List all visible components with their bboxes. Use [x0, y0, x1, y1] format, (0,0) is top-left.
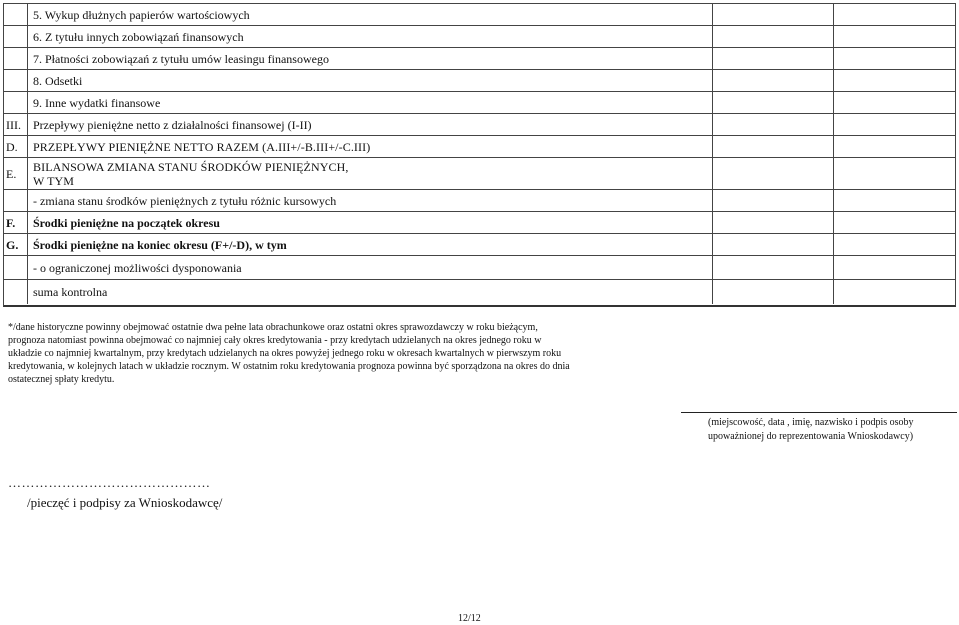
row-label: [4, 190, 28, 211]
cash-flow-table: [3, 3, 956, 307]
value-cell[interactable]: [713, 136, 834, 157]
row-label: E.: [4, 158, 28, 189]
signature-caption-right-line1: (miejscowość, data , imię, nazwisko i podpis osoby: [708, 417, 914, 428]
row-label: D.: [4, 136, 28, 157]
row-text: [28, 158, 713, 189]
row-label: [4, 280, 28, 304]
value-cell[interactable]: [834, 4, 955, 25]
table-row: [4, 4, 955, 26]
row-text-line: BILANSOWA ZMIANA STANU ŚRODKÓW PIENIĘŻNYCH,: [33, 160, 349, 174]
value-cell[interactable]: [834, 158, 955, 189]
value-cell[interactable]: [713, 158, 834, 189]
row-text: PRZEPŁYWY PIENIĘŻNE NETTO RAZEM (A.III+/-B.III+/-C.III): [28, 136, 713, 157]
table-row: [4, 234, 955, 256]
value-cell[interactable]: [713, 26, 834, 47]
value-cell[interactable]: [713, 256, 834, 279]
row-text: 8. Odsetki: [28, 70, 713, 91]
row-text: Przepływy pieniężne netto z działalności finansowej (I-II): [28, 114, 713, 135]
row-text: 7. Płatności zobowiązań z tytułu umów leasingu finansowego: [28, 48, 713, 69]
row-label: III.: [4, 114, 28, 135]
footnote-line: układzie co najmniej kwartalnym, przy kredytach udzielanych na okres powyżej jednego roku w okresach kwartalnych w pierwszym roku: [8, 348, 562, 359]
table-row: [4, 212, 955, 234]
table-row: [4, 92, 955, 114]
table-row: [4, 256, 955, 280]
row-label: [4, 256, 28, 279]
row-label: [4, 92, 28, 113]
row-text: Środki pieniężne na koniec okresu (F+/-D), w tym: [28, 234, 713, 255]
table-row: [4, 48, 955, 70]
value-cell[interactable]: [834, 70, 955, 91]
value-cell[interactable]: [834, 26, 955, 47]
table-row: [4, 280, 955, 304]
table-row: [4, 114, 955, 136]
value-cell[interactable]: [834, 114, 955, 135]
row-label: [4, 26, 28, 47]
row-text: suma kontrolna: [28, 280, 713, 304]
table-row: [4, 158, 955, 190]
value-cell[interactable]: [834, 136, 955, 157]
value-cell[interactable]: [834, 234, 955, 255]
row-text: - o ograniczonej możliwości dysponowania: [28, 256, 713, 279]
footnote-line: prognoza natomiast powinna obejmować co najmniej cały okres kredytowania - przy kredytach udzielanych na okres jednego roku w: [8, 335, 542, 346]
row-text-line: W TYM: [33, 174, 75, 188]
value-cell[interactable]: [713, 190, 834, 211]
value-cell[interactable]: [834, 190, 955, 211]
value-cell[interactable]: [713, 92, 834, 113]
table-row: [4, 26, 955, 48]
row-label: F.: [4, 212, 28, 233]
signature-dots-left: ………………………………………: [8, 475, 211, 490]
value-cell[interactable]: [713, 4, 834, 25]
value-cell[interactable]: [713, 212, 834, 233]
footnote: [8, 321, 618, 386]
value-cell[interactable]: [834, 48, 955, 69]
value-cell[interactable]: [713, 280, 834, 304]
table-row: [4, 190, 955, 212]
table-row: [4, 70, 955, 92]
row-label: [4, 70, 28, 91]
value-cell[interactable]: [834, 212, 955, 233]
row-text: 5. Wykup dłużnych papierów wartościowych: [28, 4, 713, 25]
signature-caption-right-line2: upoważnionej do reprezentowania Wnioskodawcy): [708, 431, 914, 442]
row-text: Środki pieniężne na początek okresu: [28, 212, 713, 233]
row-text: 9. Inne wydatki finansowe: [28, 92, 713, 113]
value-cell[interactable]: [713, 70, 834, 91]
value-cell[interactable]: [713, 234, 834, 255]
value-cell[interactable]: [713, 114, 834, 135]
footnote-line: kredytowania, w kolejnych latach w układzie rocznym. W ostatnim roku kredytowania prognoza powinna być sporządzona na okres do dnia: [8, 361, 570, 372]
value-cell[interactable]: [834, 280, 955, 304]
signature-caption-right: [708, 416, 958, 444]
page-number: 12/12: [458, 613, 481, 624]
value-cell[interactable]: [834, 92, 955, 113]
row-text: 6. Z tytułu innych zobowiązań finansowych: [28, 26, 713, 47]
signature-caption-left: /pieczęć i podpisy za Wnioskodawcę/: [27, 495, 223, 510]
value-cell[interactable]: [834, 256, 955, 279]
footnote-line: */dane historyczne powinny obejmować ostatnie dwa pełne lata obrachunkowe oraz ostatni okres sprawozdawczy w roku bieżącym,: [8, 322, 538, 333]
value-cell[interactable]: [713, 48, 834, 69]
row-text: - zmiana stanu środków pieniężnych z tytułu różnic kursowych: [28, 190, 713, 211]
row-label: [4, 48, 28, 69]
row-label: [4, 4, 28, 25]
table-row: [4, 136, 955, 158]
signature-line-right: [681, 412, 957, 413]
row-label: G.: [4, 234, 28, 255]
footnote-line: ostatecznej spłaty kredytu.: [8, 374, 115, 385]
